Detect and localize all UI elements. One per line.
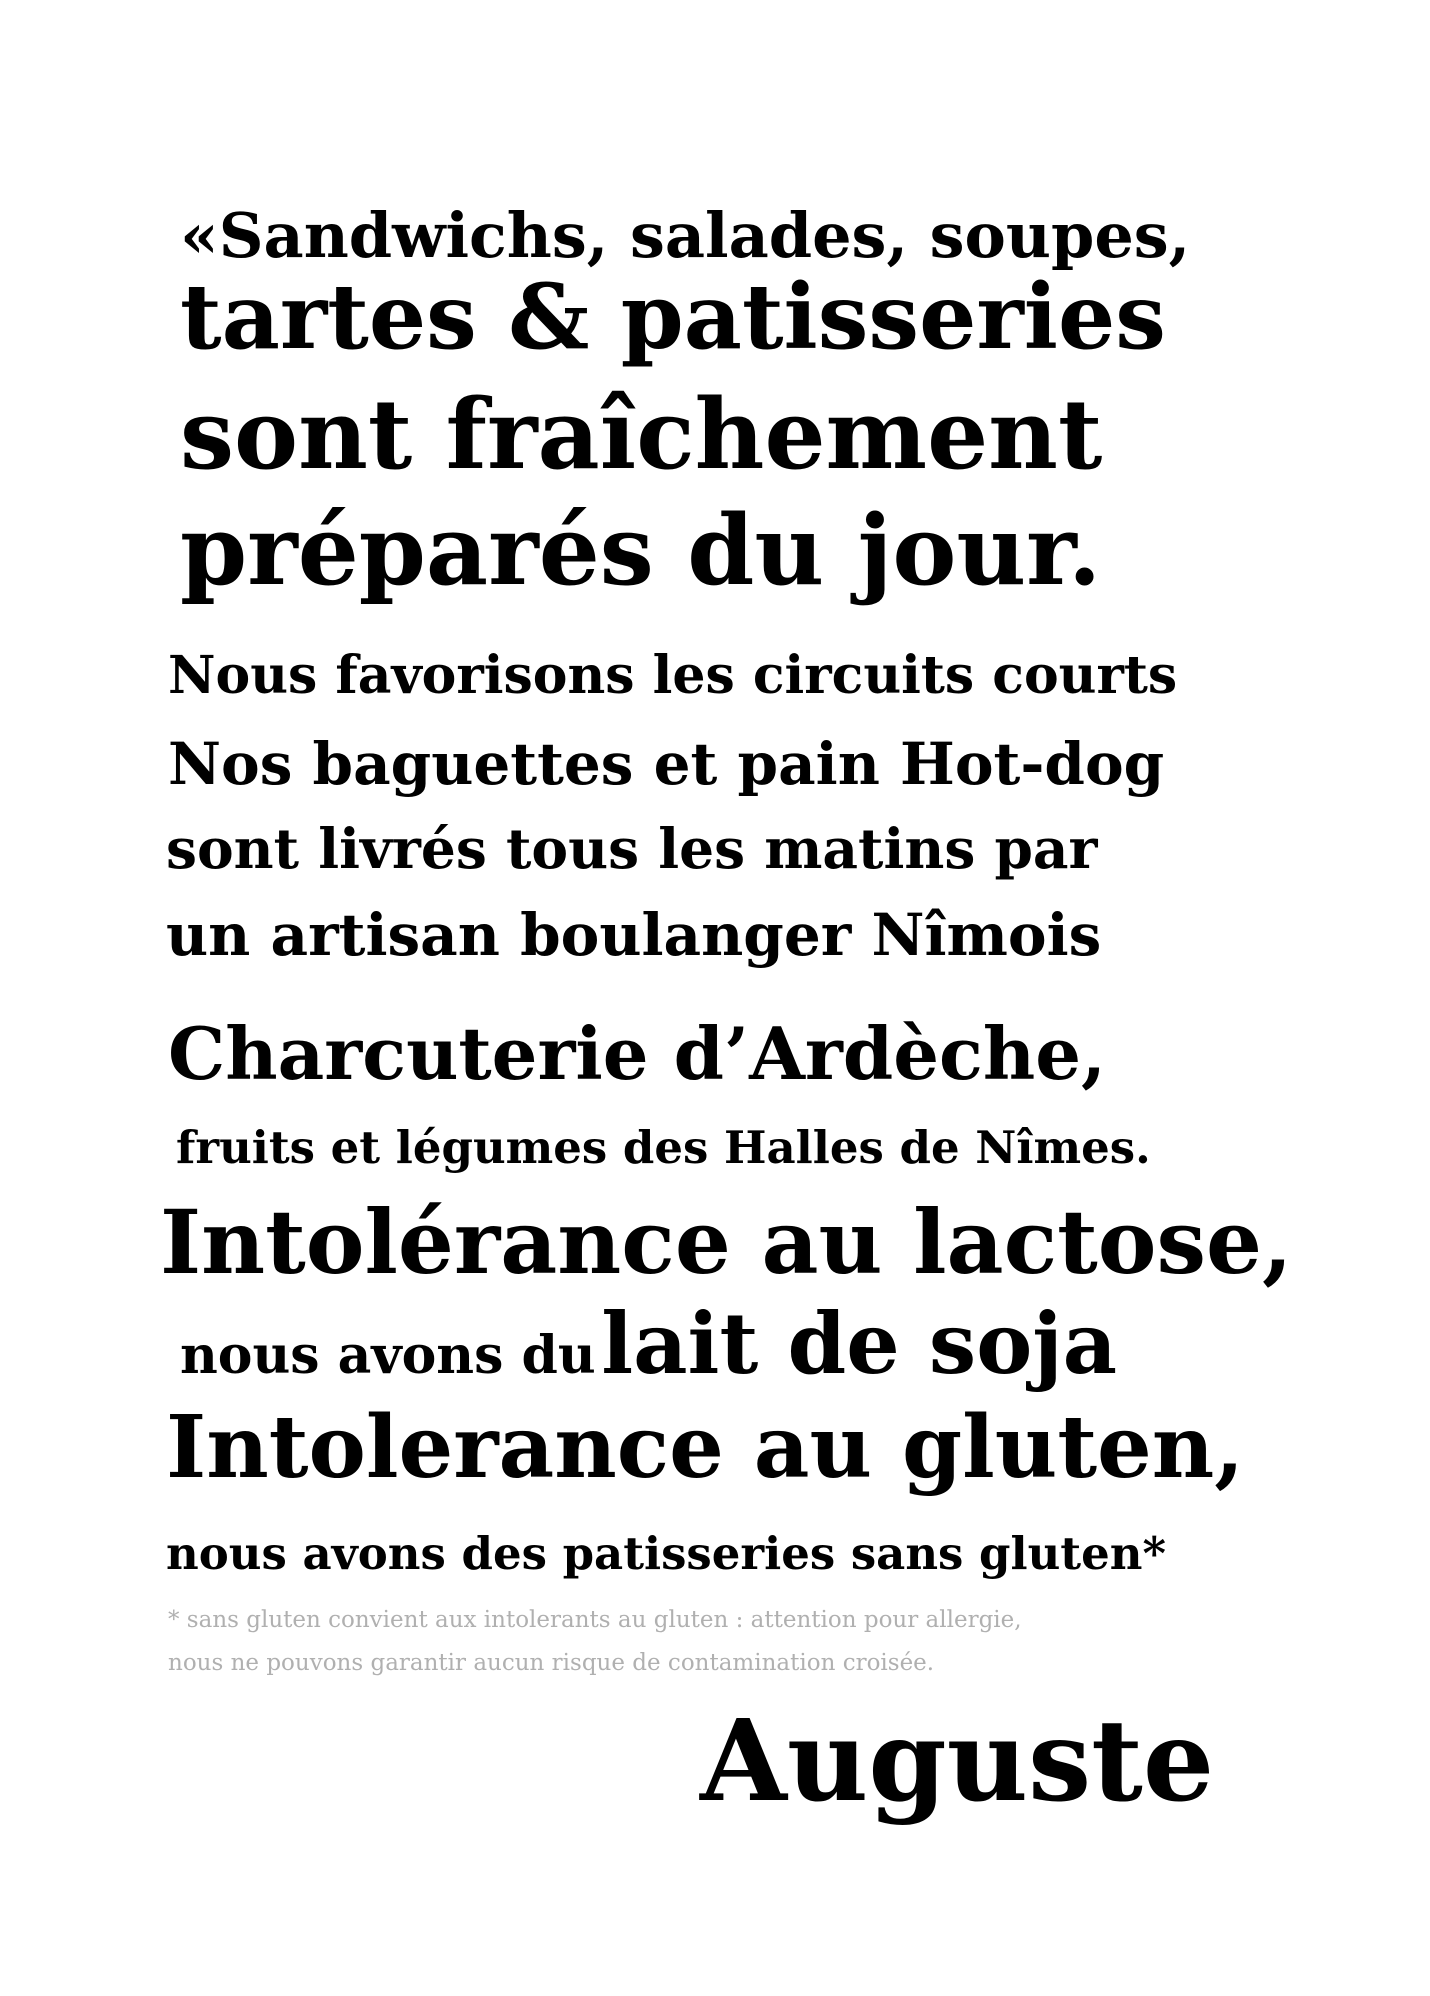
lactose-heading: Intolérance au lactose, <box>160 1190 1293 1294</box>
circuits-courts-text: Nous favorisons les circuits courts <box>168 645 1178 706</box>
headline-line-2: tartes & patisseries <box>180 264 1166 370</box>
baguettes-text: Nos baguettes et pain Hot-dog <box>168 730 1165 798</box>
headline-line-1: «Sandwichs, salades, soupes, <box>180 199 1191 272</box>
headline-line-3: sont fraîchement <box>180 378 1103 491</box>
headline-line-4: préparés du jour. <box>180 494 1102 607</box>
soja-line <box>180 1294 1118 1393</box>
soja-highlight: lait de soja <box>601 1294 1118 1393</box>
delivery-text: sont livrés tous les matins par <box>166 816 1098 881</box>
soja-prefix: nous avons du <box>180 1325 596 1386</box>
gluten-heading: Intolerance au gluten, <box>166 1397 1245 1498</box>
footnote-line-1: * sans gluten convient aux intolerants au gluten : attention pour allergie, <box>168 1607 1022 1633</box>
gluten-free-text: nous avons des patisseries sans gluten* <box>166 1527 1166 1580</box>
brand-signature: Auguste <box>700 1696 1215 1827</box>
halles-text: fruits et légumes des Halles de Nîmes. <box>176 1121 1151 1174</box>
charcuterie-text: Charcuterie d’Ardèche, <box>168 1011 1107 1096</box>
footnote-line-2: nous ne pouvons garantir aucun risque de contamination croisée. <box>168 1650 935 1676</box>
baker-text: un artisan boulanger Nîmois <box>166 901 1102 969</box>
